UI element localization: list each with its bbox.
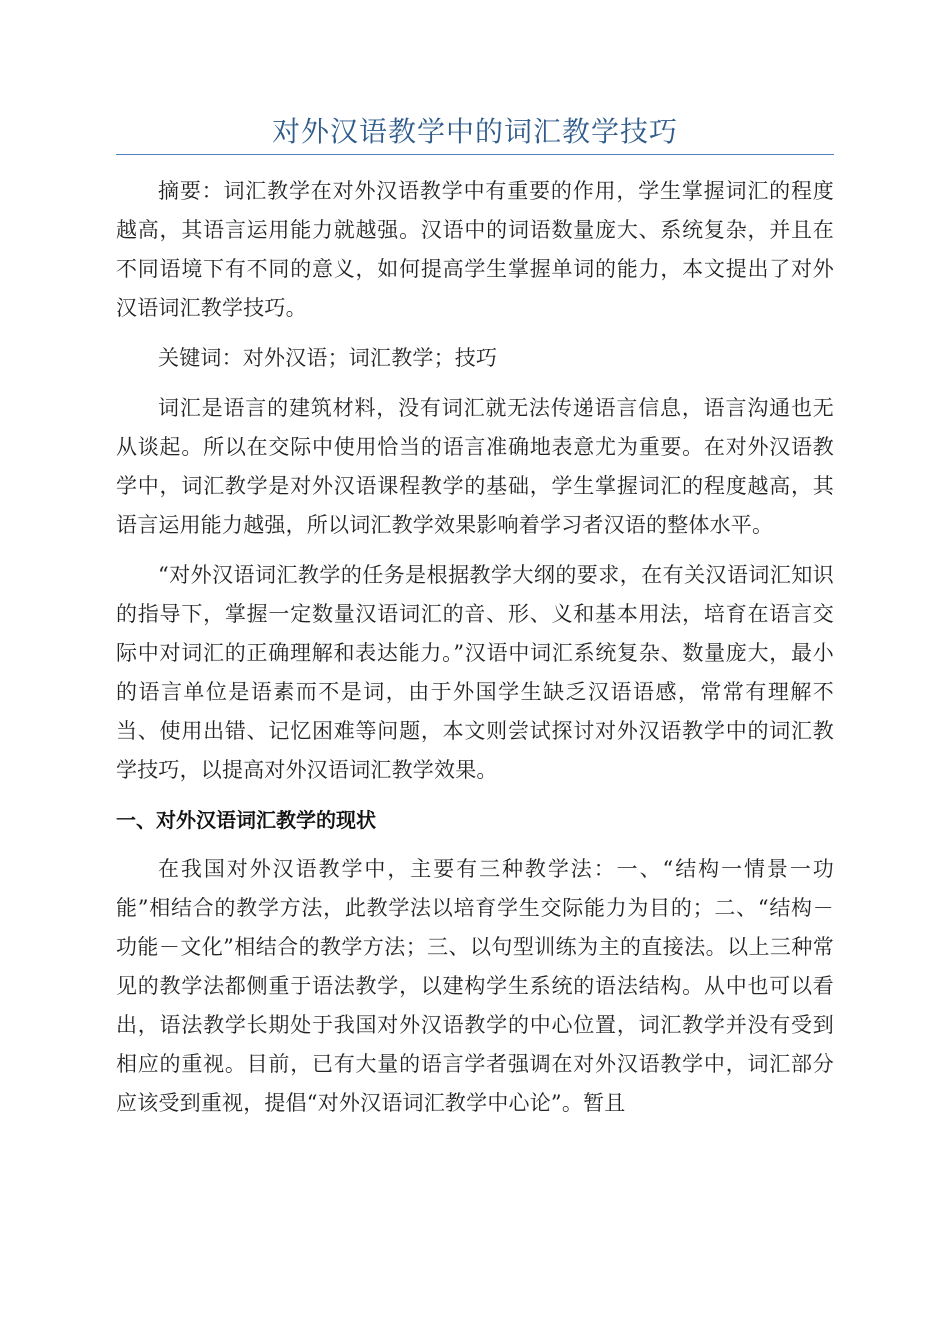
section-heading: 一、对外汉语词汇教学的现状 — [116, 808, 376, 832]
document-title: 对外汉语教学中的词汇教学技巧 — [271, 115, 678, 148]
keywords-line: 关键词：对外汉语；词汇教学；技巧 — [158, 346, 498, 370]
title-underline — [116, 154, 834, 155]
body-paragraph: “对外汉语词汇教学的任务是根据教学大纲的要求，在有关汉语词汇知识的指导下，掌握一定数量汉语词汇的音、形、义和基本用法，培育在语言交际中对词汇的正确理解和表达能力。”汉语中词汇系统复杂、数量庞大，最小的语言单位是语素而不是词，由于外国学生缺乏汉语语感，常常有理解不当、使用出错、记忆困难等问题，本文则尝试探讨对外汉语教学中的词汇教学技巧，以提高对外汉语词汇教学效果。 — [116, 563, 834, 782]
abstract-paragraph: 摘要：词汇教学在对外汉语教学中有重要的作用，学生掌握词汇的程度越高，其语言运用能力就越强。汉语中的词语数量庞大、系统复杂，并且在不同语境下有不同的意义，如何提高学生掌握单词的能力，本文提出了对外汉语词汇教学技巧。 — [116, 179, 834, 320]
document-body — [116, 172, 834, 1123]
body-paragraph: 词汇是语言的建筑材料，没有词汇就无法传递语言信息，语言沟通也无从谈起。所以在交际中使用恰当的语言准确地表意尤为重要。在对外汉语教学中，词汇教学是对外汉语课程教学的基础，学生掌握词汇的程度越高，其语言运用能力越强，所以词汇教学效果影响着学习者汉语的整体水平。 — [116, 396, 834, 537]
body-paragraph: 在我国对外汉语教学中，主要有三种教学法：一、“结构一情景一功能”相结合的教学方法，此教学法以培育学生交际能力为目的；二、“结构－功能－文化”相结合的教学方法；三、以句型训练为主的直接法。以上三种常见的教学法都侧重于语法教学，以建构学生系统的语法结构。从中也可以看出，语法教学长期处于我国对外汉语教学的中心位置，词汇教学并没有受到相应的重视。目前，已有大量的语言学者强调在对外汉语教学中，词汇部分应该受到重视，提倡“对外汉语词汇教学中心论”。暂且 — [116, 857, 834, 1115]
